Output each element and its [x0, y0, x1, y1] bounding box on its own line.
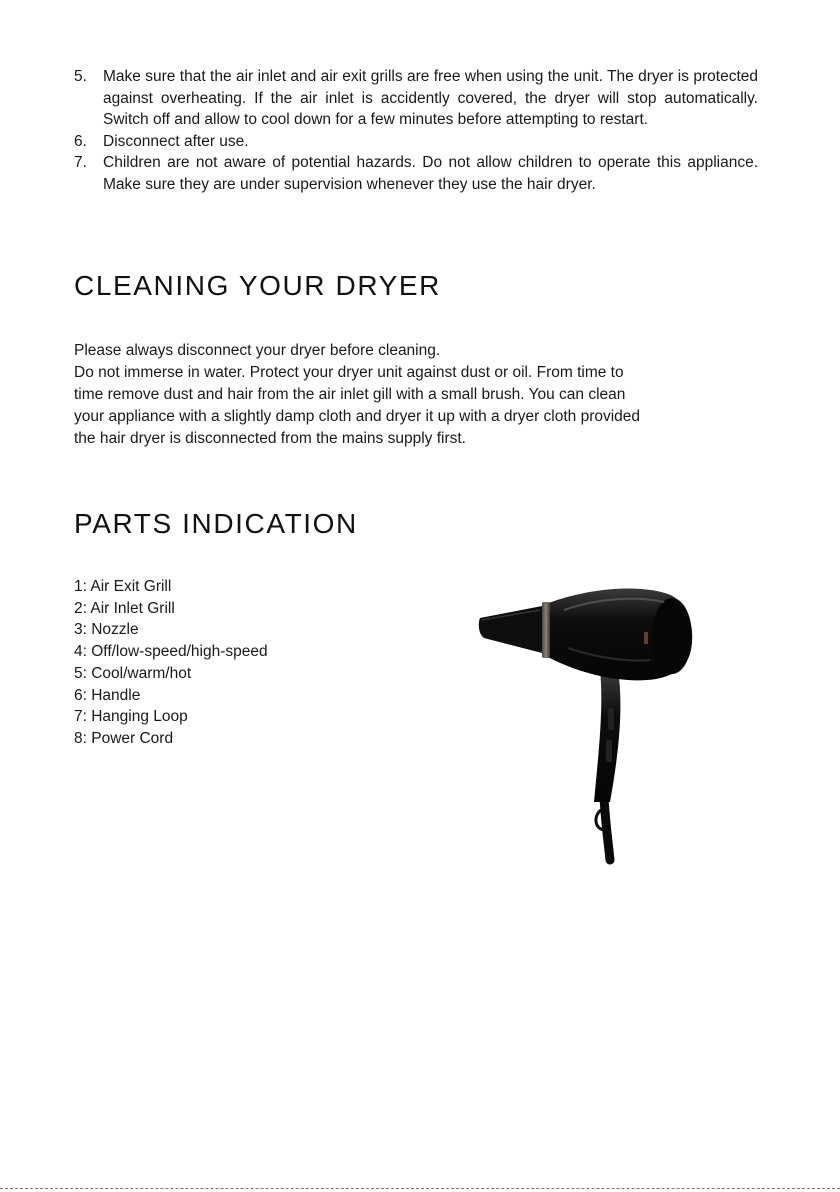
power-cord: [604, 796, 610, 860]
item-number: 7.: [74, 154, 87, 171]
cleaning-paragraph: [74, 340, 764, 450]
cleaning-line: time remove dust and hair from the air inlet gill with a small brush. You can clean: [74, 386, 626, 403]
item-number: 6.: [74, 132, 87, 150]
page-bottom-rule: [0, 1188, 840, 1189]
instruction-list: [74, 66, 758, 195]
cleaning-line: Do not immerse in water. Protect your dryer unit against dust or oil. From time to: [74, 364, 624, 381]
part-item: 4: Off/low-speed/high-speed: [74, 643, 268, 661]
cleaning-line: Please always disconnect your dryer before cleaning.: [74, 342, 441, 359]
item-text: Disconnect after use.: [103, 132, 249, 150]
heat-switch: [606, 740, 612, 762]
list-item: [74, 131, 758, 153]
list-item: [74, 152, 758, 195]
cleaning-heading: CLEANING YOUR DRYER: [74, 270, 442, 301]
cleaning-line: the hair dryer is disconnected from the mains supply first.: [74, 430, 466, 447]
part-item: 5: Cool/warm/hot: [74, 664, 192, 682]
speed-switch: [608, 708, 614, 730]
part-item: 1: Air Exit Grill: [74, 578, 172, 595]
part-item: 6: Handle: [74, 686, 141, 704]
part-item: 2: Air Inlet Grill: [74, 599, 175, 617]
handle: [594, 670, 620, 802]
part-item: 3: Nozzle: [74, 621, 139, 639]
air-inlet-grill: [652, 598, 692, 674]
item-number: 5.: [74, 68, 87, 85]
cleaning-line: your appliance with a slightly damp cloth and dryer it up with a dryer cloth provided: [74, 408, 641, 425]
hair-dryer-illustration: [468, 558, 706, 873]
parts-list: [74, 576, 268, 750]
part-item: 8: Power Cord: [74, 729, 174, 747]
parts-heading: PARTS INDICATION: [74, 508, 358, 539]
part-item: 7: Hanging Loop: [74, 708, 188, 726]
list-item: [74, 66, 758, 131]
item-text: Make sure that the air inlet and air exit grills are free when using the unit. The dryer is protected against overheating. If the air inlet is accidently covered, the dryer will stop automatically. Switch off and allow to cool down for a few minutes before attempting to restart.: [103, 68, 758, 128]
item-text: Children are not aware of potential hazards. Do not allow children to operate this appliance. Make sure they are under supervision whenever they use the hair dryer.: [103, 154, 758, 193]
nozzle: [479, 606, 546, 654]
air-exit-ring: [542, 602, 550, 658]
